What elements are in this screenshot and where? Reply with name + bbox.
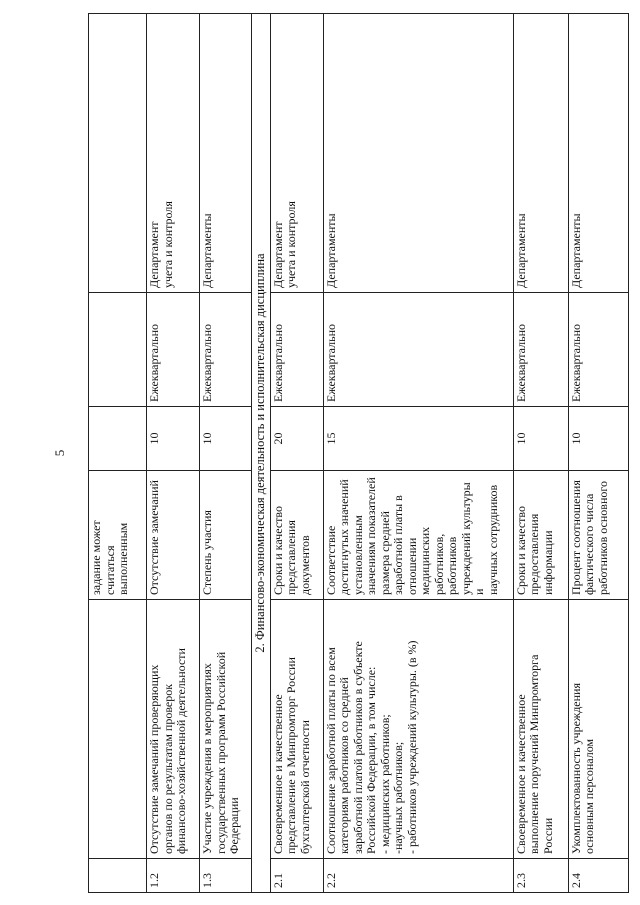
points-cell: 20	[270, 407, 323, 471]
criterion-cell: Отсутствие замечаний	[147, 471, 200, 600]
indicator-cell: Укомплектованность учреждения основным персоналом	[568, 600, 628, 859]
points-cell: 10	[147, 407, 200, 471]
section-title: 2. Финансово-экономическая деятельность и исполнительская дисциплина	[252, 14, 271, 893]
period-cell: Ежеквартально	[513, 293, 568, 407]
indicator-cell: Отсутствие замечаний проверяющих органов по результатам проверок финансово-хозяйственной деятельности	[147, 600, 200, 859]
period-cell: Ежеквартально	[270, 293, 323, 407]
criterion-cell: задание может считаться выполненным	[89, 471, 147, 600]
table-row	[323, 14, 513, 893]
section-header-row	[252, 14, 271, 893]
indicator-cell: Соотношение заработной платы по всем категориям работников со средней заработной платой работников в субъекте Российской Федерации, в том числе: - медицинских работников; -научных работников; - работников учреждений культуры. (в %)	[323, 600, 513, 859]
responsible-cell: Департамент учета и контроля	[147, 14, 200, 293]
table-row	[513, 14, 568, 893]
responsible-cell: Департамент учета и контроля	[270, 14, 323, 293]
period-cell: Ежеквартально	[147, 293, 200, 407]
period-cell: Ежеквартально	[200, 293, 252, 407]
responsible-cell: Департаменты	[568, 14, 628, 293]
points-cell: 10	[513, 407, 568, 471]
points-cell: 10	[568, 407, 628, 471]
table-row	[270, 14, 323, 893]
table-row	[200, 14, 252, 893]
period-cell	[89, 293, 147, 407]
period-cell: Ежеквартально	[568, 293, 628, 407]
criterion-cell: Сроки и качество предоставления информации	[513, 471, 568, 600]
responsible-cell: Департаменты	[323, 14, 513, 293]
indicator-cell: Своевременное и качественное выполнение поручений Минпромторга России	[513, 600, 568, 859]
row-number: 2.1	[270, 859, 323, 893]
criterion-cell: Соответствие достигнутых значений установленным значениям показателей размера средней заработной платы в отношении медицинских работников, работников учреждений культуры и научных сотрудников	[323, 471, 513, 600]
row-number: 2.3	[513, 859, 568, 893]
points-cell: 15	[323, 407, 513, 471]
indicator-cell	[89, 600, 147, 859]
points-cell	[89, 407, 147, 471]
criterion-cell: Сроки и качество представления документов	[270, 471, 323, 600]
responsible-cell: Департаменты	[513, 14, 568, 293]
page-number: 5	[52, 449, 67, 457]
table-row	[568, 14, 628, 893]
table-row	[89, 14, 147, 893]
table-row	[147, 14, 200, 893]
row-number: 1.2	[147, 859, 200, 893]
criterion-cell: Степень участия	[200, 471, 252, 600]
row-number: 2.2	[323, 859, 513, 893]
row-number: 1.3	[200, 859, 252, 893]
indicator-cell: Участие учреждения в мероприятиях государственных программ Российской Федерации	[200, 600, 252, 859]
responsible-cell: Департаменты	[200, 14, 252, 293]
table-body	[89, 14, 629, 893]
rotated-table-container	[88, 13, 610, 893]
row-number	[89, 859, 147, 893]
indicator-cell: Своевременное и качественное представление в Минпромторг России бухгалтерской отчетности	[270, 600, 323, 859]
responsible-cell	[89, 14, 147, 293]
row-number: 2.4	[568, 859, 628, 893]
criteria-table	[88, 13, 629, 893]
period-cell: Ежеквартально	[323, 293, 513, 407]
points-cell: 10	[200, 407, 252, 471]
criterion-cell: Процент соотношения фактического числа работников основного	[568, 471, 628, 600]
